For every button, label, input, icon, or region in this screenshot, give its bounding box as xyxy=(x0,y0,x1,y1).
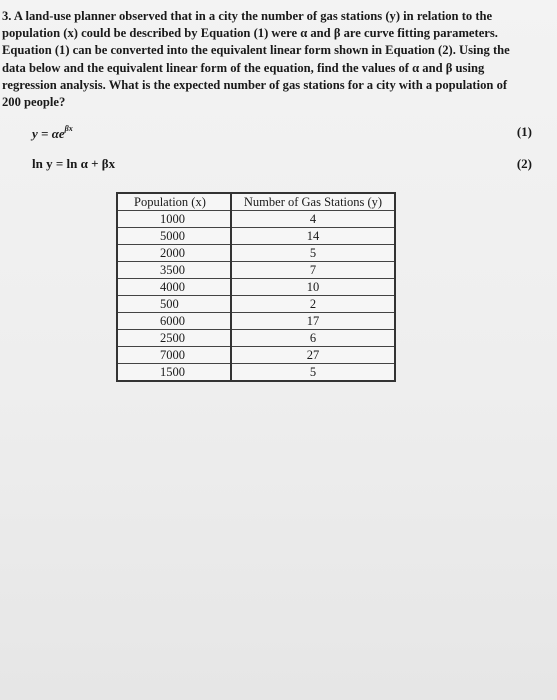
equation-2-expression: ln y = ln α + βx xyxy=(32,156,116,171)
gas-stations-cell: 10 xyxy=(231,279,395,296)
population-cell: 3500 xyxy=(117,262,231,279)
equation-1-lhs: y = xyxy=(32,126,52,141)
table-row xyxy=(117,364,395,382)
gas-stations-cell: 4 xyxy=(231,211,395,228)
population-cell: 500 xyxy=(117,296,231,313)
gas-stations-cell: 14 xyxy=(231,228,395,245)
problem-statement xyxy=(2,8,550,111)
gas-stations-cell: 2 xyxy=(231,296,395,313)
equation-2-number: (2) xyxy=(516,156,532,171)
table-row xyxy=(117,279,395,296)
gas-stations-cell: 5 xyxy=(231,245,395,262)
population-cell: 7000 xyxy=(117,347,231,364)
equation-1-exponent: βx xyxy=(64,124,73,133)
table-row xyxy=(117,347,395,364)
table-header-row xyxy=(117,193,395,211)
gas-stations-cell: 5 xyxy=(231,364,395,382)
problem-line: population (x) could be described by Equation (1) were α and β are curve fitting parameters. xyxy=(2,26,498,41)
gas-stations-header: Number of Gas Stations (y) xyxy=(231,193,395,211)
table-row xyxy=(117,245,395,262)
problem-line: 3. A land-use planner observed that in a city the number of gas stations (y) in relation to the xyxy=(2,9,493,23)
gas-stations-cell: 7 xyxy=(231,262,395,279)
population-header: Population (x) xyxy=(117,193,231,211)
equation-1-base: αe xyxy=(51,126,65,141)
population-cell: 5000 xyxy=(117,228,231,245)
population-cell: 6000 xyxy=(117,313,231,330)
population-cell: 1500 xyxy=(117,364,231,382)
table-row xyxy=(117,296,395,313)
population-cell: 4000 xyxy=(117,279,231,296)
data-table xyxy=(116,192,396,382)
gas-stations-cell: 27 xyxy=(231,347,395,364)
gas-stations-cell: 6 xyxy=(231,330,395,347)
problem-line: 200 people? xyxy=(2,95,66,110)
problem-line: regression analysis. What is the expected number of gas stations for a city with a population of xyxy=(2,77,508,92)
table-row xyxy=(117,330,395,347)
table-row xyxy=(117,313,395,330)
table-row xyxy=(117,211,395,228)
problem-line: data below and the equivalent linear form of the equation, find the values of α and β using xyxy=(2,60,485,75)
equation-1-number: (1) xyxy=(516,124,532,139)
equation-1-expression xyxy=(32,124,73,142)
table-row xyxy=(117,262,395,279)
gas-stations-cell: 17 xyxy=(231,313,395,330)
table-row xyxy=(117,228,395,245)
population-cell: 2500 xyxy=(117,330,231,347)
population-cell: 2000 xyxy=(117,245,231,262)
population-cell: 1000 xyxy=(117,211,231,228)
problem-line: Equation (1) can be converted into the equivalent linear form shown in Equation (2). Using the xyxy=(2,43,510,58)
